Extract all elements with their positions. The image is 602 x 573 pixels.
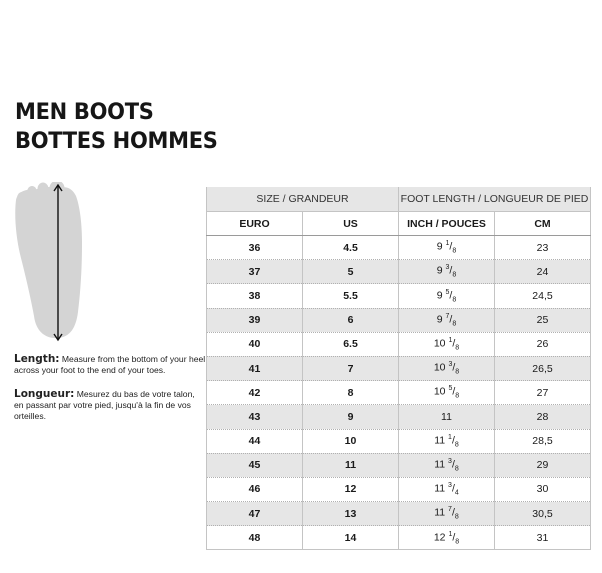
inch-fraction-numerator: 1 bbox=[448, 433, 452, 441]
cell-cm: 30,5 bbox=[495, 502, 591, 526]
cell-us: 5.5 bbox=[303, 284, 399, 308]
cell-inch bbox=[399, 453, 495, 477]
cell-euro: 47 bbox=[207, 502, 303, 526]
inch-fraction-denominator: 8 bbox=[454, 441, 459, 449]
inch-fraction-denominator: 8 bbox=[452, 272, 457, 280]
length-text-en: Measure from the bottom of your heel across your foot to the end of your toes. bbox=[14, 354, 206, 375]
cell-us: 14 bbox=[303, 526, 399, 550]
size-chart-table bbox=[206, 187, 591, 550]
cell-euro: 48 bbox=[207, 526, 303, 550]
cell-inch bbox=[399, 477, 495, 501]
inch-whole: 11 bbox=[434, 506, 446, 519]
foot-measure-icon bbox=[12, 182, 84, 342]
column-header-euro: EURO bbox=[207, 212, 303, 236]
column-header-inch: INCH / POUCES bbox=[399, 212, 495, 236]
cell-us: 13 bbox=[303, 502, 399, 526]
cell-cm: 28 bbox=[495, 405, 591, 429]
inch-fraction-numerator: 3 bbox=[445, 264, 450, 272]
cell-euro: 46 bbox=[207, 477, 303, 501]
length-text-fr: Mesurez du bas de votre talon, en passant par votre pied, jusqu'à la fin de vos orteilles. bbox=[14, 389, 195, 421]
inch-fraction-numerator: 1 bbox=[448, 337, 453, 345]
length-description-fr bbox=[14, 389, 204, 422]
cell-cm: 31 bbox=[495, 526, 591, 550]
inch-fraction-numerator: 3 bbox=[448, 457, 452, 465]
table-row bbox=[207, 356, 591, 380]
table-row bbox=[207, 260, 591, 284]
cell-inch bbox=[399, 236, 495, 260]
cell-inch bbox=[399, 526, 495, 550]
cell-us: 6 bbox=[303, 308, 399, 332]
column-header-us: US bbox=[303, 212, 399, 236]
inch-whole: 9 bbox=[436, 313, 443, 326]
inch-fraction-denominator: 4 bbox=[454, 489, 459, 497]
page-title: MEN BOOTS bbox=[15, 99, 154, 125]
inch-whole: 9 bbox=[436, 264, 443, 277]
cell-cm: 30 bbox=[495, 477, 591, 501]
inch-whole: 9 bbox=[436, 240, 443, 253]
column-header-cm: CM bbox=[495, 212, 591, 236]
inch-whole: 11 bbox=[434, 482, 446, 495]
length-description-en bbox=[14, 354, 206, 376]
fraction-slash: / bbox=[451, 506, 455, 519]
cell-euro: 43 bbox=[207, 405, 303, 429]
inch-whole: 10 bbox=[433, 385, 446, 398]
table-row bbox=[207, 284, 591, 308]
cell-inch bbox=[399, 356, 495, 380]
table-row bbox=[207, 477, 591, 501]
inch-fraction-denominator: 8 bbox=[452, 320, 457, 328]
cell-euro: 37 bbox=[207, 260, 303, 284]
fraction-slash: / bbox=[449, 240, 453, 253]
table-row bbox=[207, 405, 591, 429]
fraction-slash: / bbox=[451, 482, 455, 495]
table-row bbox=[207, 332, 591, 356]
cell-us: 10 bbox=[303, 429, 399, 453]
cell-euro: 38 bbox=[207, 284, 303, 308]
inch-whole: 10 bbox=[433, 361, 446, 374]
inch-whole: 10 bbox=[433, 337, 446, 350]
inch-fraction-denominator: 8 bbox=[454, 465, 459, 473]
inch-fraction-numerator: 3 bbox=[448, 361, 453, 369]
fraction-slash: / bbox=[452, 531, 456, 544]
cell-euro: 40 bbox=[207, 332, 303, 356]
cell-euro: 42 bbox=[207, 381, 303, 405]
inch-fraction-numerator: 3 bbox=[448, 482, 452, 490]
table-row bbox=[207, 236, 591, 260]
inch-fraction-denominator: 8 bbox=[452, 296, 457, 304]
inch-fraction-numerator: 5 bbox=[448, 385, 453, 393]
cell-inch bbox=[399, 332, 495, 356]
inch-fraction-denominator: 8 bbox=[452, 247, 457, 255]
cell-us: 11 bbox=[303, 453, 399, 477]
cell-inch bbox=[399, 381, 495, 405]
size-group-header: SIZE / GRANDEUR bbox=[207, 187, 399, 212]
cell-cm: 25 bbox=[495, 308, 591, 332]
fraction-slash: / bbox=[449, 289, 453, 302]
fraction-slash: / bbox=[452, 385, 456, 398]
fraction-slash: / bbox=[449, 313, 453, 326]
cell-us: 5 bbox=[303, 260, 399, 284]
cell-us: 7 bbox=[303, 356, 399, 380]
cell-cm: 26 bbox=[495, 332, 591, 356]
table-row bbox=[207, 502, 591, 526]
page-subtitle: BOTTES HOMMES bbox=[15, 128, 218, 154]
cell-euro: 44 bbox=[207, 429, 303, 453]
inch-fraction-numerator: 7 bbox=[448, 506, 452, 514]
cell-euro: 45 bbox=[207, 453, 303, 477]
inch-fraction-numerator: 7 bbox=[445, 312, 450, 320]
table-row bbox=[207, 381, 591, 405]
cell-cm: 23 bbox=[495, 236, 591, 260]
inch-fraction-denominator: 8 bbox=[455, 344, 460, 352]
cell-euro: 39 bbox=[207, 308, 303, 332]
inch-fraction-numerator: 1 bbox=[448, 530, 453, 538]
cell-cm: 29 bbox=[495, 453, 591, 477]
cell-us: 4.5 bbox=[303, 236, 399, 260]
table-row bbox=[207, 453, 591, 477]
cell-cm: 26,5 bbox=[495, 356, 591, 380]
cell-inch bbox=[399, 502, 495, 526]
cell-cm: 27 bbox=[495, 381, 591, 405]
cell-cm: 28,5 bbox=[495, 429, 591, 453]
cell-us: 8 bbox=[303, 381, 399, 405]
cell-inch bbox=[399, 429, 495, 453]
inch-whole: 11 bbox=[434, 434, 446, 447]
fraction-slash: / bbox=[452, 337, 456, 350]
inch-whole: 9 bbox=[436, 289, 443, 302]
inch-whole: 11 bbox=[441, 410, 452, 423]
fraction-slash: / bbox=[452, 361, 456, 374]
inch-whole: 12 bbox=[433, 531, 446, 544]
inch-fraction-denominator: 8 bbox=[455, 368, 460, 376]
cell-us: 9 bbox=[303, 405, 399, 429]
fraction-slash: / bbox=[451, 434, 455, 447]
inch-fraction-denominator: 8 bbox=[455, 538, 460, 546]
cell-us: 12 bbox=[303, 477, 399, 501]
inch-whole: 11 bbox=[434, 458, 446, 471]
fraction-slash: / bbox=[451, 458, 455, 471]
fraction-slash: / bbox=[449, 264, 453, 277]
inch-fraction-denominator: 8 bbox=[455, 393, 460, 401]
table-row bbox=[207, 429, 591, 453]
foot-length-group-header: FOOT LENGTH / LONGUEUR DE PIED bbox=[399, 187, 591, 212]
inch-fraction-numerator: 1 bbox=[445, 240, 450, 248]
cell-inch bbox=[399, 308, 495, 332]
length-label-fr: Longueur: bbox=[14, 388, 75, 400]
table-row bbox=[207, 308, 591, 332]
length-label-en: Length: bbox=[14, 353, 60, 365]
cell-cm: 24,5 bbox=[495, 284, 591, 308]
cell-euro: 41 bbox=[207, 356, 303, 380]
inch-fraction-denominator: 8 bbox=[454, 513, 459, 521]
cell-inch bbox=[399, 284, 495, 308]
cell-inch bbox=[399, 405, 495, 429]
cell-inch bbox=[399, 260, 495, 284]
cell-euro: 36 bbox=[207, 236, 303, 260]
cell-cm: 24 bbox=[495, 260, 591, 284]
inch-fraction-numerator: 5 bbox=[445, 288, 450, 296]
cell-us: 6.5 bbox=[303, 332, 399, 356]
table-row bbox=[207, 526, 591, 550]
